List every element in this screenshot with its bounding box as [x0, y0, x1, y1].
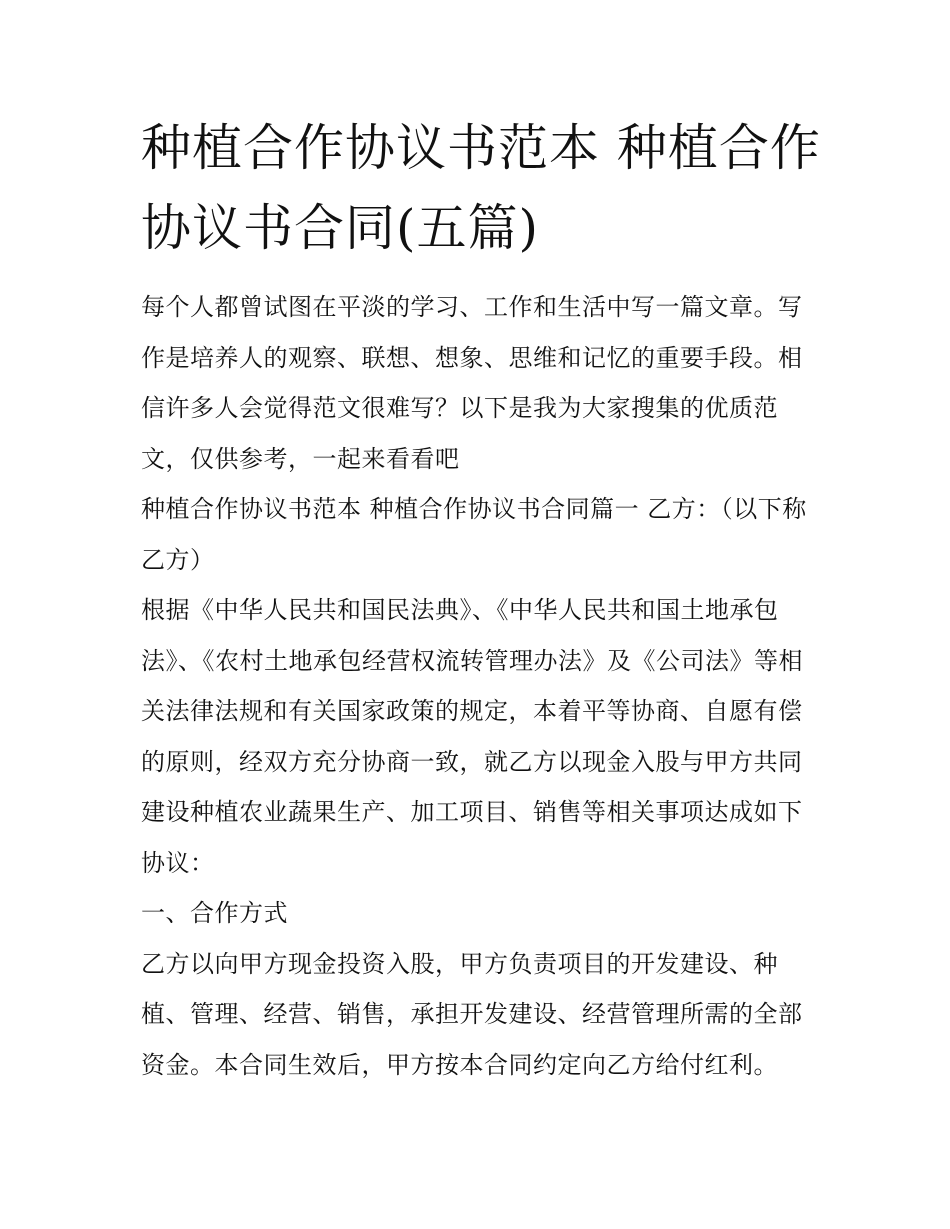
- section-heading-paragraph: 种植合作协议书范本 种植合作协议书合同篇一 乙方：（以下称乙方）: [141, 495, 807, 574]
- legal-basis-paragraph: 根据《中华人民共和国民法典》、《中华人民共和国土地承包法》、《农村土地承包经营权流转管理办法》及《公司法》等相关法律法规和有关国家政策的规定，本着平等协商、自愿有偿的原则，经双方充分协商一致，就乙方以现金入股与甲方共同建设种植农业蔬果生产、加工项目、销售等相关事项达成如下协议：: [141, 596, 803, 877]
- clause-heading: 一、合作方式: [141, 899, 288, 927]
- intro-paragraph: 每个人都曾试图在平淡的学习、工作和生活中写一篇文章。写作是培养人的观察、联想、想象、思维和记忆的重要手段。相信许多人会觉得范文很难写？以下是我为大家搜集的优质范文，仅供参考，一起来看看吧: [141, 293, 803, 473]
- document-title: 种植合作协议书范本 种植合作协议书合同(五篇): [141, 119, 821, 257]
- document-body: [141, 108, 821, 1090]
- clause-body-paragraph: 乙方以向甲方现金投资入股，甲方负责项目的开发建设、种植、管理、经营、销售，承担开发建设、经营管理所需的全部资金。本合同生效后，甲方按本合同约定向乙方给付红利。: [141, 949, 803, 1079]
